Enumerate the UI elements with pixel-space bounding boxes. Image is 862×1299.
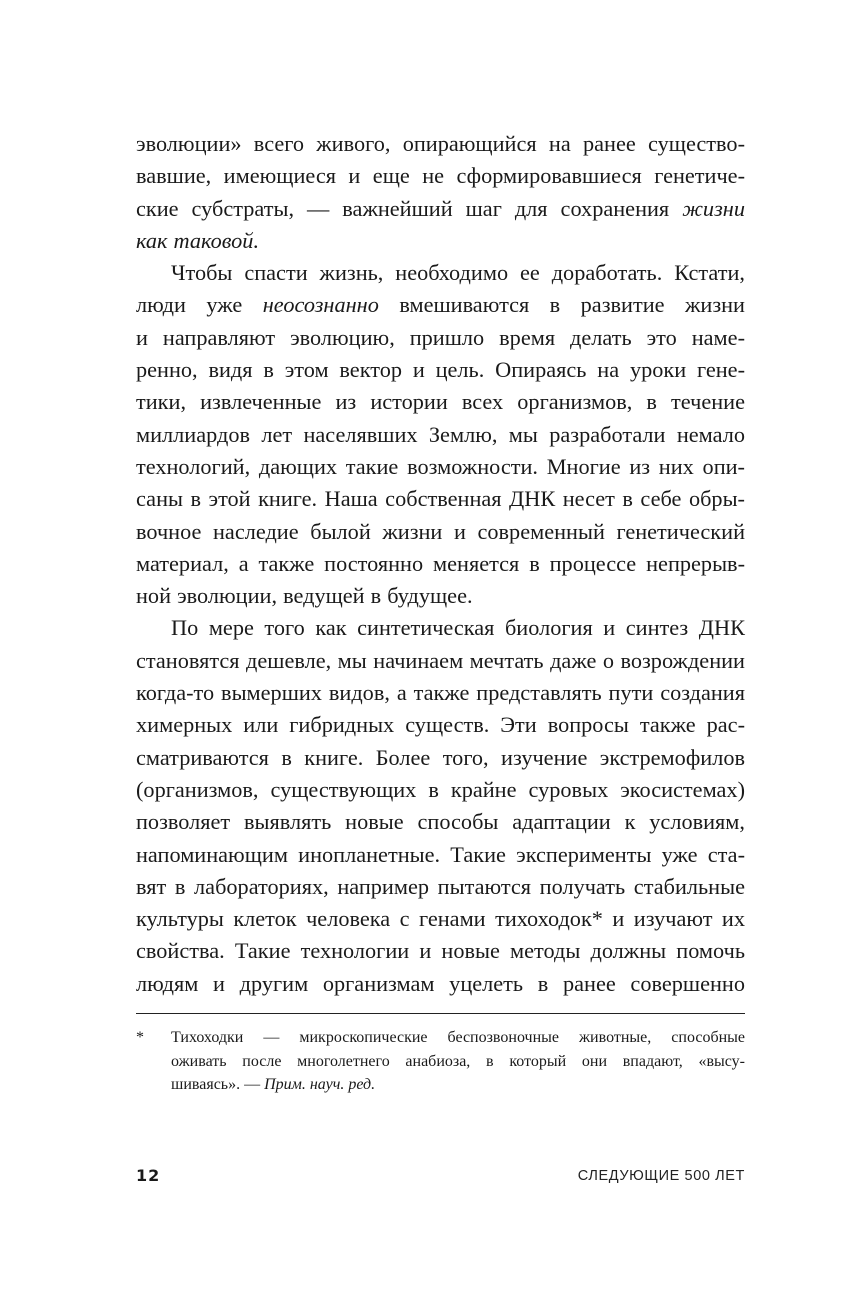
running-title: СЛЕДУЮЩИЕ 500 ЛЕТ <box>577 1168 745 1184</box>
footnote-line: оживать после многолетнего анабиоза, в который они впадают, «высу- <box>171 1052 745 1070</box>
paragraph <box>136 128 745 257</box>
paragraph <box>136 257 745 612</box>
text-line: технологий, дающих такие возможности. Многие из них опи- <box>136 453 745 479</box>
text-line: эволюции» всего живого, опирающийся на ранее существо- <box>136 131 745 156</box>
text-line: люди уже неосознанно вмешиваются в развитие жизни <box>136 292 745 318</box>
text-line: когда-то вымерших видов, а также представлять пути создания <box>136 680 745 706</box>
text-line: и направляют эволюцию, пришло время делать это наме- <box>136 324 745 350</box>
text-line: как таковой. <box>136 227 260 253</box>
text-line: людям и другим организмам уцелеть в ранее совершенно <box>136 970 745 996</box>
text-line: позволяет выявлять новые способы адаптации к условиям, <box>136 809 745 835</box>
text-line: культуры клеток человека с генами тихоходок* и изучают их <box>136 906 745 932</box>
text-line: ские субстраты, — важнейший шаг для сохранения жизни <box>136 195 745 221</box>
text-line: напоминающим инопланетные. Такие эксперименты уже ста- <box>136 841 745 867</box>
footnote-mark: * <box>136 1029 144 1046</box>
text-line: сматриваются в книге. Более того, изучение экстремофилов <box>136 744 745 770</box>
page-number: 12 <box>136 1166 161 1185</box>
text-line: По мере того как синтетическая биология и синтез ДНК <box>171 615 745 641</box>
footnote-line: шиваясь». — Прим. науч. ред. <box>171 1076 376 1094</box>
footnote-divider <box>136 1013 745 1014</box>
text-line: вят в лабораториях, например пытаются получать стабильные <box>136 873 745 899</box>
footnote-line: Тихоходки — микроскопические беспозвоночные животные, способные <box>171 1029 745 1046</box>
text-line: Чтобы спасти жизнь, необходимо ее доработать. Кстати, <box>171 260 745 286</box>
body-text <box>136 128 745 1000</box>
text-line: вочное наследие былой жизни и современный генетический <box>136 518 745 544</box>
text-line: химерных или гибридных существ. Эти вопросы также рас- <box>136 712 745 738</box>
text-line: саны в этой книге. Наша собственная ДНК несет в себе обры- <box>136 486 745 512</box>
text-line: ренно, видя в этом вектор и цель. Опираясь на уроки гене- <box>136 357 745 383</box>
footnote <box>136 1026 745 1097</box>
text-line: вавшие, имеющиеся и еще не сформировавшиеся генетиче- <box>136 163 745 189</box>
paragraph <box>136 612 745 1000</box>
text-line: (организмов, существующих в крайне суровых экосистемах) <box>136 776 745 802</box>
text-line: ной эволюции, ведущей в будущее. <box>136 583 473 609</box>
text-line: тики, извлеченные из истории всех организмов, в течение <box>136 389 745 415</box>
text-line: становятся дешевле, мы начинаем мечтать даже о возрождении <box>136 647 745 673</box>
text-line: материал, а также постоянно меняется в процессе непрерыв- <box>136 550 745 576</box>
text-line: миллиардов лет населявших Землю, мы разработали немало <box>136 421 745 447</box>
text-line: свойства. Такие технологии и новые методы должны помочь <box>136 938 745 964</box>
